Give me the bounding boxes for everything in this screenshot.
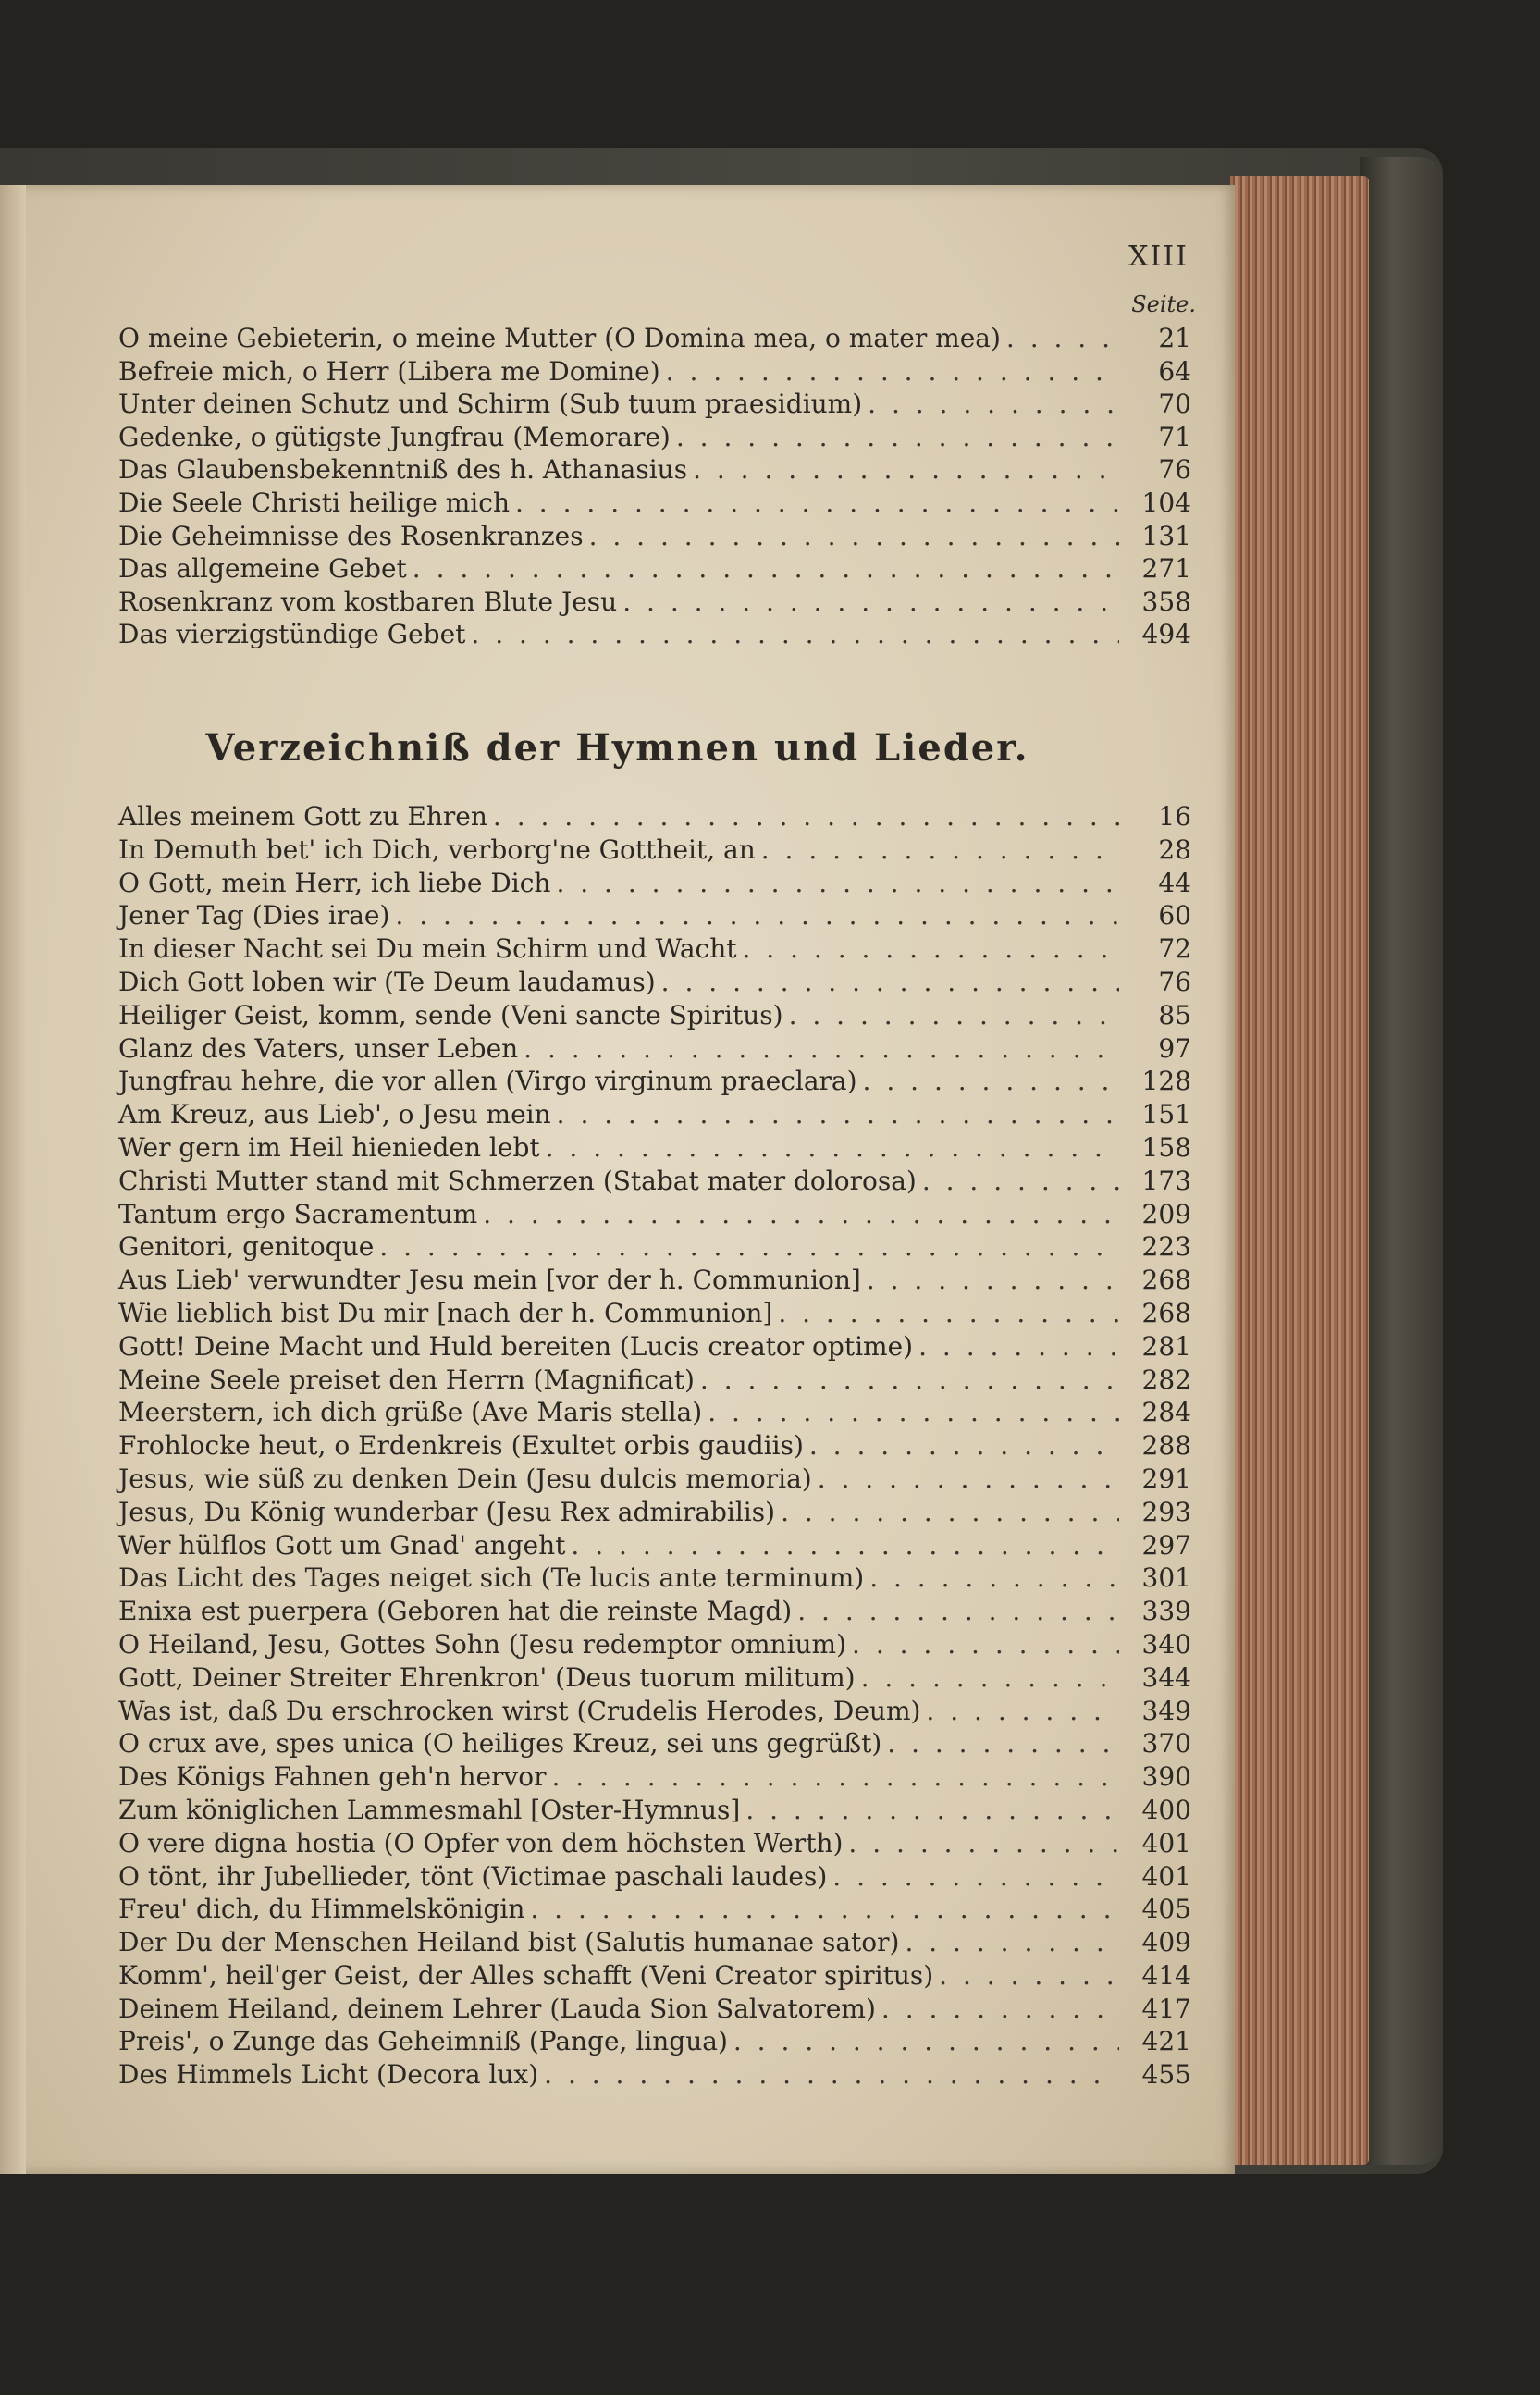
index-entry — [118, 1893, 1191, 1926]
entry-title: Genitori, genitoque — [118, 1231, 375, 1263]
index-entry — [118, 1098, 1191, 1131]
dot-leader — [589, 520, 1119, 553]
page-edges — [1230, 176, 1369, 2165]
entry-page-number: 282 — [1141, 1364, 1191, 1395]
index-entry — [118, 586, 1191, 619]
entry-title: Das vierzigstündige Gebet — [118, 619, 466, 650]
dot-leader — [922, 1165, 1119, 1198]
entry-title: Glanz des Vaters, unser Leben — [118, 1032, 519, 1064]
index-entry — [118, 1860, 1191, 1894]
index-entry — [118, 1993, 1191, 2026]
entry-title: Jesus, Du König wunderbar (Jesu Rex admirabilis) — [118, 1496, 776, 1527]
entry-page-number: 44 — [1158, 867, 1191, 898]
dot-leader — [881, 1993, 1119, 2026]
entry-page-number: 16 — [1158, 801, 1191, 832]
entry-page-number: 494 — [1141, 619, 1191, 650]
entry-page-number: 284 — [1141, 1397, 1191, 1428]
entry-page-number: 340 — [1141, 1628, 1191, 1660]
dot-leader — [887, 1727, 1119, 1760]
entry-page-number: 339 — [1141, 1596, 1191, 1627]
dot-leader — [413, 552, 1119, 586]
entry-title: Des Himmels Licht (Decora lux) — [118, 2059, 539, 2091]
index-entry — [118, 2058, 1191, 2092]
entry-page-number: 288 — [1141, 1430, 1191, 1462]
entry-page-number: 281 — [1141, 1330, 1191, 1362]
index-entry — [118, 2025, 1191, 2058]
entry-title: O crux ave, spes unica (O heiliges Kreuz, sei uns gegrüßt) — [118, 1728, 882, 1759]
dot-leader — [379, 1230, 1119, 1264]
entry-title: Was ist, daß Du erschrocken wirst (Crudelis Herodes, Deum) — [118, 1695, 921, 1726]
entry-page-number: 131 — [1141, 520, 1191, 551]
index-entry — [118, 1628, 1191, 1661]
index-entry — [118, 1264, 1191, 1297]
entry-title: Das Licht des Tages neiget sich (Te lucis ante terminum) — [118, 1562, 865, 1594]
entry-page-number: 151 — [1141, 1099, 1191, 1130]
index-entry — [118, 867, 1191, 900]
entry-title: Christi Mutter stand mit Schmerzen (Stabat mater dolorosa) — [118, 1165, 917, 1196]
hymn-index-list — [118, 800, 1191, 2092]
entry-page-number: 72 — [1158, 933, 1191, 965]
index-entry — [118, 800, 1191, 833]
entry-title: Des Königs Fahnen geh'n hervor — [118, 1761, 547, 1793]
index-entry — [118, 1529, 1191, 1562]
index-entry — [118, 1330, 1191, 1364]
entry-page-number: 268 — [1141, 1265, 1191, 1296]
entry-title: Heiliger Geist, komm, sende (Veni sancte Spiritus) — [118, 999, 783, 1031]
dot-leader — [556, 867, 1119, 900]
entry-title: O Gott, mein Herr, ich liebe Dich — [118, 867, 551, 898]
entry-title: Freu' dich, du Himmelskönigin — [118, 1894, 525, 1925]
dot-leader — [546, 1131, 1119, 1165]
dot-leader — [471, 618, 1119, 651]
index-entry — [118, 453, 1191, 487]
entry-page-number: 400 — [1141, 1794, 1191, 1825]
index-entry — [118, 520, 1191, 553]
dot-leader — [693, 453, 1119, 487]
entry-page-number: 60 — [1158, 900, 1191, 932]
entry-page-number: 390 — [1141, 1761, 1191, 1793]
entry-page-number: 97 — [1158, 1032, 1191, 1064]
dot-leader — [781, 1496, 1119, 1529]
entry-title: Tantum ergo Sacramentum — [118, 1198, 478, 1229]
dot-leader — [552, 1760, 1120, 1794]
index-entry — [118, 1230, 1191, 1264]
index-entry — [118, 999, 1191, 1032]
entry-page-number: 128 — [1141, 1066, 1191, 1097]
index-entry — [118, 388, 1191, 421]
index-entry — [118, 1198, 1191, 1231]
index-entry — [118, 552, 1191, 586]
index-entry — [118, 1463, 1191, 1496]
dot-leader — [733, 2025, 1119, 2058]
dot-leader — [789, 999, 1119, 1032]
book-spine-edge — [1360, 157, 1443, 2165]
entry-page-number: 405 — [1141, 1894, 1191, 1925]
entry-title: Befreie mich, o Herr (Libera me Domine) — [118, 355, 660, 387]
entry-title: Das allgemeine Gebet — [118, 553, 407, 585]
entry-page-number: 301 — [1141, 1562, 1191, 1594]
dot-leader — [515, 487, 1119, 520]
entry-page-number: 401 — [1141, 1827, 1191, 1858]
dot-leader — [1006, 322, 1119, 355]
dot-leader — [530, 1893, 1119, 1926]
index-entry — [118, 1794, 1191, 1827]
entry-title: Jungfrau hehre, die vor allen (Virgo virginum praeclara) — [118, 1066, 857, 1097]
page-gutter — [0, 185, 26, 2174]
entry-title: Jener Tag (Dies irae) — [118, 900, 390, 932]
index-entry — [118, 487, 1191, 520]
entry-title: Wer gern im Heil hienieden lebt — [118, 1131, 540, 1163]
dot-leader — [869, 1562, 1119, 1595]
index-entry — [118, 1165, 1191, 1198]
entry-title: O meine Gebieterin, o meine Mutter (O Domina mea, o mater mea) — [118, 323, 1001, 353]
entry-page-number: 28 — [1158, 833, 1191, 865]
entry-page-number: 358 — [1141, 586, 1191, 617]
dot-leader — [861, 1661, 1119, 1695]
dot-leader — [708, 1396, 1119, 1429]
entry-page-number: 349 — [1141, 1695, 1191, 1726]
dot-leader — [571, 1529, 1119, 1562]
dot-leader — [926, 1695, 1119, 1728]
index-entry — [118, 1727, 1191, 1760]
dot-leader — [848, 1827, 1119, 1860]
dot-leader — [524, 1032, 1119, 1066]
dot-leader — [918, 1330, 1119, 1364]
entry-page-number: 268 — [1141, 1297, 1191, 1328]
entry-page-number: 70 — [1158, 389, 1191, 420]
entry-title: Meerstern, ich dich grüße (Ave Maris stella) — [118, 1397, 703, 1428]
entry-title: Deinem Heiland, deinem Lehrer (Lauda Sion Salvatorem) — [118, 1993, 876, 2024]
dot-leader — [905, 1926, 1119, 1959]
entry-title: O vere digna hostia (O Opfer von dem höchsten Werth) — [118, 1827, 844, 1858]
index-entry — [118, 1364, 1191, 1397]
index-entry — [118, 1760, 1191, 1794]
index-entry — [118, 1926, 1191, 1959]
dot-leader — [544, 2058, 1119, 2092]
entry-title: Gott! Deine Macht und Huld bereiten (Lucis creator optime) — [118, 1330, 914, 1362]
dot-leader — [661, 966, 1119, 999]
index-entry — [118, 1661, 1191, 1695]
entry-title: Die Geheimnisse des Rosenkranzes — [118, 520, 584, 551]
dot-leader — [676, 421, 1119, 454]
entry-page-number: 76 — [1158, 454, 1191, 486]
dot-leader — [852, 1628, 1119, 1661]
dot-leader — [483, 1198, 1119, 1231]
entry-page-number: 421 — [1141, 2026, 1191, 2057]
entry-title: Meine Seele preiset den Herrn (Magnificat) — [118, 1364, 695, 1395]
entry-title: Dich Gott loben wir (Te Deum laudamus) — [118, 966, 656, 997]
entry-title: In Demuth bet' ich Dich, verborg'ne Gottheit, an — [118, 833, 756, 865]
index-entry — [118, 1827, 1191, 1860]
index-entry — [118, 1396, 1191, 1429]
index-entry — [118, 322, 1191, 355]
index-entry — [118, 1695, 1191, 1728]
index-entry — [118, 355, 1191, 389]
entry-page-number: 417 — [1141, 1993, 1191, 2024]
entry-title: Komm', heil'ger Geist, der Alles schafft (Veni Creator spiritus) — [118, 1959, 934, 1991]
entry-page-number: 76 — [1158, 966, 1191, 997]
entry-title: Der Du der Menschen Heiland bist (Salutis humanae sator) — [118, 1927, 900, 1958]
entry-page-number: 344 — [1141, 1661, 1191, 1693]
entry-page-number: 297 — [1141, 1529, 1191, 1561]
entry-title: Das Glaubensbekenntniß des h. Athanasius — [118, 454, 688, 486]
entry-title: O Heiland, Jesu, Gottes Sohn (Jesu redemptor omnium) — [118, 1628, 847, 1660]
dot-leader — [700, 1364, 1119, 1397]
dot-leader — [557, 1098, 1119, 1131]
entry-title: O tönt, ihr Jubellieder, tönt (Victimae paschali laudes) — [118, 1860, 828, 1892]
entry-page-number: 158 — [1141, 1131, 1191, 1163]
entry-page-number: 209 — [1141, 1198, 1191, 1229]
index-entry — [118, 1131, 1191, 1165]
dot-leader — [818, 1463, 1119, 1496]
index-entry — [118, 1496, 1191, 1529]
entry-title: Gott, Deiner Streiter Ehrenkron' (Deus tuorum militum) — [118, 1661, 856, 1693]
entry-page-number: 223 — [1141, 1231, 1191, 1263]
index-entry — [118, 932, 1191, 966]
dot-leader — [867, 1264, 1119, 1297]
entry-title: Preis', o Zunge das Geheimniß (Pange, lingua) — [118, 2026, 728, 2057]
dot-leader — [666, 355, 1119, 389]
entry-title: Zum königlichen Lammesmahl [Oster-Hymnus] — [118, 1794, 741, 1825]
entry-title: Am Kreuz, aus Lieb', o Jesu mein — [118, 1099, 551, 1130]
index-entry — [118, 1032, 1191, 1066]
entry-title: In dieser Nacht sei Du mein Schirm und Wacht — [118, 933, 737, 965]
dot-leader — [809, 1429, 1119, 1463]
entry-page-number: 414 — [1141, 1959, 1191, 1991]
hymns-heading: Verzeichniß der Hymnen und Lieder. — [205, 726, 1029, 770]
prayer-index-list — [118, 322, 1191, 651]
index-entry — [118, 1562, 1191, 1595]
index-entry — [118, 1429, 1191, 1463]
entry-title: Alles meinem Gott zu Ehren — [118, 801, 487, 832]
entry-page-number: 64 — [1158, 355, 1191, 387]
index-entry — [118, 421, 1191, 454]
page-number: XIII — [1128, 241, 1189, 273]
dot-leader — [745, 1794, 1119, 1827]
entry-page-number: 71 — [1158, 421, 1191, 452]
index-entry — [118, 1595, 1191, 1628]
entry-title: Wer hülflos Gott um Gnad' angeht — [118, 1529, 566, 1561]
entry-page-number: 104 — [1141, 487, 1191, 518]
index-entry — [118, 833, 1191, 867]
seite-label: Seite. — [1131, 291, 1196, 317]
index-entry — [118, 966, 1191, 999]
dot-leader — [395, 899, 1119, 932]
entry-title: Frohlocke heut, o Erdenkreis (Exultet orbis gaudiis) — [118, 1430, 804, 1462]
entry-page-number: 173 — [1141, 1165, 1191, 1196]
entry-page-number: 291 — [1141, 1463, 1191, 1494]
entry-title: Unter deinen Schutz und Schirm (Sub tuum praesidium) — [118, 389, 863, 420]
dot-leader — [493, 800, 1119, 833]
entry-title: Rosenkranz vom kostbaren Blute Jesu — [118, 586, 618, 617]
entry-title: Enixa est puerpera (Geboren hat die reinste Magd) — [118, 1596, 793, 1627]
book-page — [0, 185, 1235, 2174]
index-entry — [118, 899, 1191, 932]
dot-leader — [797, 1595, 1119, 1628]
entry-page-number: 409 — [1141, 1927, 1191, 1958]
dot-leader — [939, 1959, 1119, 1993]
dot-leader — [778, 1297, 1119, 1330]
entry-page-number: 85 — [1158, 999, 1191, 1031]
entry-title: Die Seele Christi heilige mich — [118, 487, 510, 518]
index-entry — [118, 1065, 1191, 1098]
entry-page-number: 271 — [1141, 553, 1191, 585]
index-entry — [118, 1297, 1191, 1330]
entry-page-number: 370 — [1141, 1728, 1191, 1759]
entry-title: Jesus, wie süß zu denken Dein (Jesu dulcis memoria) — [118, 1463, 812, 1494]
dot-leader — [868, 388, 1119, 421]
dot-leader — [832, 1860, 1119, 1894]
dot-leader — [622, 586, 1119, 619]
index-entry — [118, 1959, 1191, 1993]
dot-leader — [761, 833, 1119, 867]
entry-page-number: 455 — [1141, 2059, 1191, 2091]
dot-leader — [863, 1065, 1119, 1098]
entry-page-number: 401 — [1141, 1860, 1191, 1892]
entry-title: Aus Lieb' verwundter Jesu mein [vor der h. Communion] — [118, 1265, 861, 1296]
entry-page-number: 21 — [1158, 323, 1191, 353]
entry-title: Gedenke, o gütigste Jungfrau (Memorare) — [118, 421, 671, 452]
entry-title: Wie lieblich bist Du mir [nach der h. Communion] — [118, 1297, 773, 1328]
index-entry — [118, 618, 1191, 651]
dot-leader — [743, 932, 1120, 966]
entry-page-number: 293 — [1141, 1496, 1191, 1527]
